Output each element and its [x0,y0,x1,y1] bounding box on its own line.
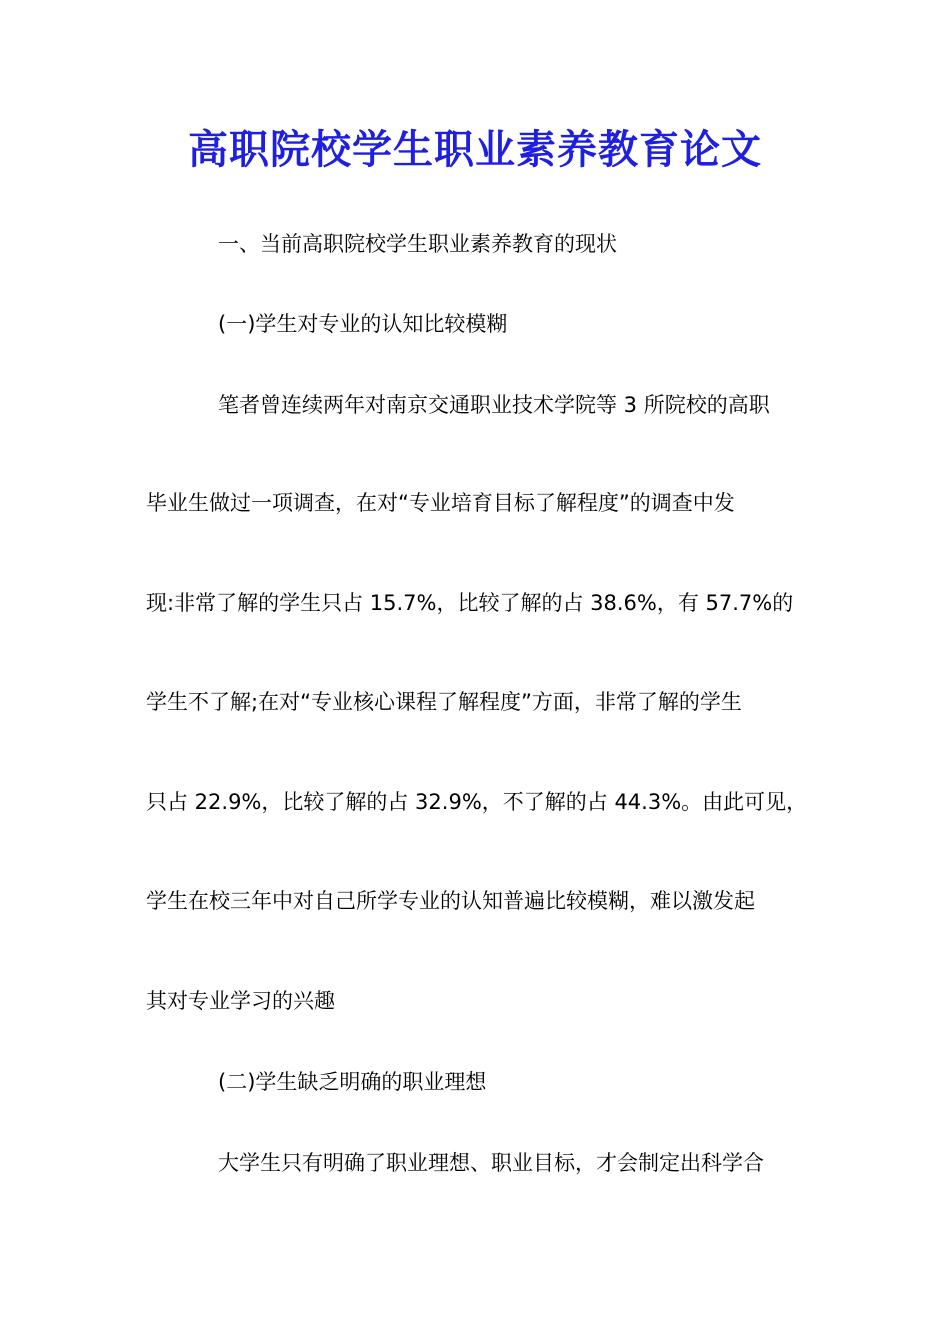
paragraph-1-line-5: 只占 22.9%，比较了解的占 32.9%，不了解的占 44.3%。由此可见， [146,790,808,814]
paragraph-1-line-2: 毕业生做过一项调查，在对“专业培育目标了解程度”的调查中发 [146,491,735,515]
subheading-1: (一)学生对专业的认知比较模糊 [218,312,508,336]
document-title: 高职院校学生职业素养教育论文 [188,126,762,173]
subheading-2: (二)学生缺乏明确的职业理想 [218,1070,487,1094]
paragraph-1-line-3: 现:非常了解的学生只占 15.7%，比较了解的占 38.6%，有 57.7%的 [146,591,794,615]
paragraph-2-line-1: 大学生只有明确了职业理想、职业目标，才会制定出科学合 [218,1151,764,1175]
paragraph-1-line-7: 其对专业学习的兴趣 [146,989,335,1013]
paragraph-1-line-4: 学生不了解;在对“专业核心课程了解程度”方面，非常了解的学生 [146,690,742,714]
paragraph-1-line-1: 笔者曾连续两年对南京交通职业技术学院等 3 所院校的高职 [218,393,770,417]
section-heading: 一、当前高职院校学生职业素养教育的现状 [218,232,617,256]
paragraph-1-line-6: 学生在校三年中对自己所学专业的认知普遍比较模糊，难以激发起 [146,889,755,913]
